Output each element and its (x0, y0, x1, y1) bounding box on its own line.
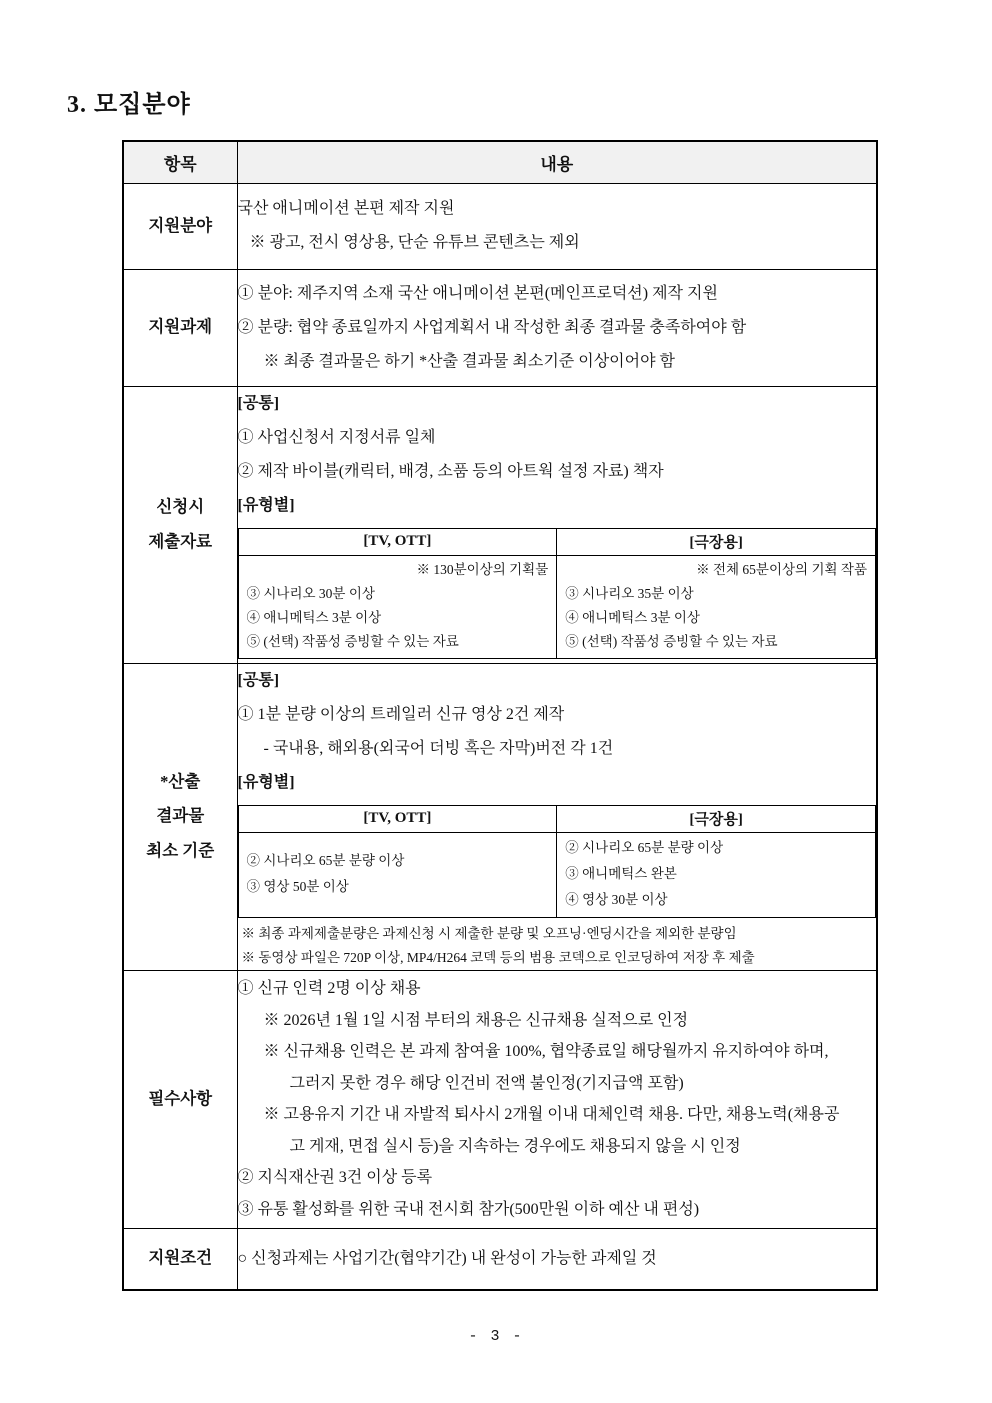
text-line: ※ 고용유지 기간 내 자발적 퇴사시 2개월 이내 대체인력 채용. 다만, 채용노력(채용공 (263, 1106, 840, 1123)
header-content: 내용 (237, 141, 877, 183)
inner-header-tv-ott: [TV, OTT] (238, 805, 557, 832)
text-line: ※ 최종 결과물은 하기 *산출 결과물 최소기준 이상이어야 함 (263, 352, 675, 370)
text-line: ② 분량: 협약 종료일까지 사업계획서 내 작성한 최종 결과물 충족하여야 함 (237, 318, 747, 336)
text-line: ④ 애니메틱스 3분 이상 (246, 609, 382, 625)
inner-cell-tv-ott (238, 555, 557, 658)
table-row-support-task (123, 269, 877, 386)
recruitment-table (122, 140, 878, 1291)
header-item: 항목 (123, 141, 237, 183)
text-line: ⑤ (선택) 작품성 증빙할 수 있는 자료 (246, 633, 459, 649)
row-label: 지원조건 (123, 1228, 237, 1290)
table-header-row (123, 141, 877, 183)
row-label: *산출 결과물 최소 기준 (123, 663, 237, 970)
submission-type-table (238, 528, 877, 659)
text-line: ⑤ (선택) 작품성 증빙할 수 있는 자료 (565, 633, 778, 649)
text-line: ※ 130분이상의 기획물 (416, 561, 549, 577)
text-line: ○ 신청과제는 사업기간(협약기간) 내 완성이 가능한 과제일 것 (237, 1249, 657, 1267)
page-number: - 3 - (468, 1328, 524, 1345)
section-title: [유형별] (237, 773, 295, 791)
inner-header-theater: [극장용] (557, 528, 876, 555)
text-line: 국산 애니메이션 본편 제작 지원 (237, 200, 455, 217)
text-line: ④ 애니메틱스 3분 이상 (565, 609, 700, 625)
table-row-submission (123, 386, 877, 663)
row-label: 지원과제 (123, 269, 237, 386)
text-line: 고 게재, 면접 실시 등)을 지속하는 경우에도 채용되지 않을 시 인정 (289, 1137, 741, 1155)
text-line: ③ 영상 50분 이상 (246, 878, 349, 894)
section-title: [공통] (237, 394, 280, 412)
inner-header-tv-ott: [TV, OTT] (238, 528, 557, 555)
text-line: ① 1분 분량 이상의 트레일러 신규 영상 2건 제작 (237, 705, 565, 723)
table-row-conditions (123, 1228, 877, 1290)
footnote: ※ 동영상 파일은 720P 이상, MP4/H264 코덱 등의 범용 코덱으로 인코딩하여 저장 후 제출 (241, 949, 755, 965)
text-line: ① 사업신청서 지정서류 일체 (237, 428, 436, 446)
text-line: ③ 시나리오 30분 이상 (246, 585, 375, 601)
table-row-output-minimum (123, 663, 877, 970)
text-line: ※ 광고, 전시 영상용, 단순 유튜브 콘텐츠는 제외 (249, 234, 580, 251)
inner-cell-tv-ott (238, 832, 557, 917)
inner-cell-theater (557, 555, 876, 658)
inner-cell-theater (557, 832, 876, 917)
output-type-table (238, 805, 877, 918)
section-title: [공통] (237, 671, 280, 689)
text-line: ① 신규 인력 2명 이상 채용 (237, 980, 421, 997)
text-line: ※ 2026년 1월 1일 시점 부터의 채용은 신규채용 실적으로 인정 (263, 1011, 689, 1029)
section-title: [유형별] (237, 496, 295, 514)
text-line: ※ 신규채용 인력은 본 과제 참여율 100%, 협약종료일 해당월까지 유지하여야 하며, (263, 1043, 829, 1060)
text-line: ③ 시나리오 35분 이상 (565, 585, 694, 601)
row-label: 지원분야 (123, 183, 237, 269)
text-line: ※ 전체 65분이상의 기획 작품 (696, 561, 867, 577)
text-line: ② 시나리오 65분 분량 이상 (565, 839, 724, 855)
text-line: ④ 영상 30분 이상 (565, 891, 668, 907)
text-line: ② 제작 바이블(캐릭터, 배경, 소품 등의 아트웍 설정 자료) 책자 (237, 462, 664, 480)
text-line: ③ 유통 활성화를 위한 국내 전시회 참가(500만원 이하 예산 내 편성) (237, 1200, 700, 1218)
row-label: 신청시 제출자료 (123, 386, 237, 663)
inner-header-theater: [극장용] (557, 805, 876, 832)
text-line: 그러지 못한 경우 해당 인건비 전액 불인정(기지급액 포함) (289, 1074, 684, 1092)
page-title: 3. 모집분야 (67, 92, 191, 118)
table-row-support-field (123, 183, 877, 269)
table-row-requirements (123, 970, 877, 1228)
text-line: ③ 애니메틱스 완본 (565, 865, 677, 881)
text-line: ② 지식재산권 3건 이상 등록 (237, 1169, 433, 1186)
footnote: ※ 최종 과제제출분량은 과제신청 시 제출한 분량 및 오프닝·엔딩시간을 제외한 분량임 (241, 925, 737, 941)
text-line: - 국내용, 해외용(외국어 더빙 혹은 자막)버전 각 1건 (263, 739, 614, 757)
text-line: ② 시나리오 65분 분량 이상 (246, 852, 405, 868)
text-line: ① 분야: 제주지역 소재 국산 애니메이션 본편(메인프로덕션) 제작 지원 (237, 284, 718, 302)
row-label: 필수사항 (123, 970, 237, 1228)
